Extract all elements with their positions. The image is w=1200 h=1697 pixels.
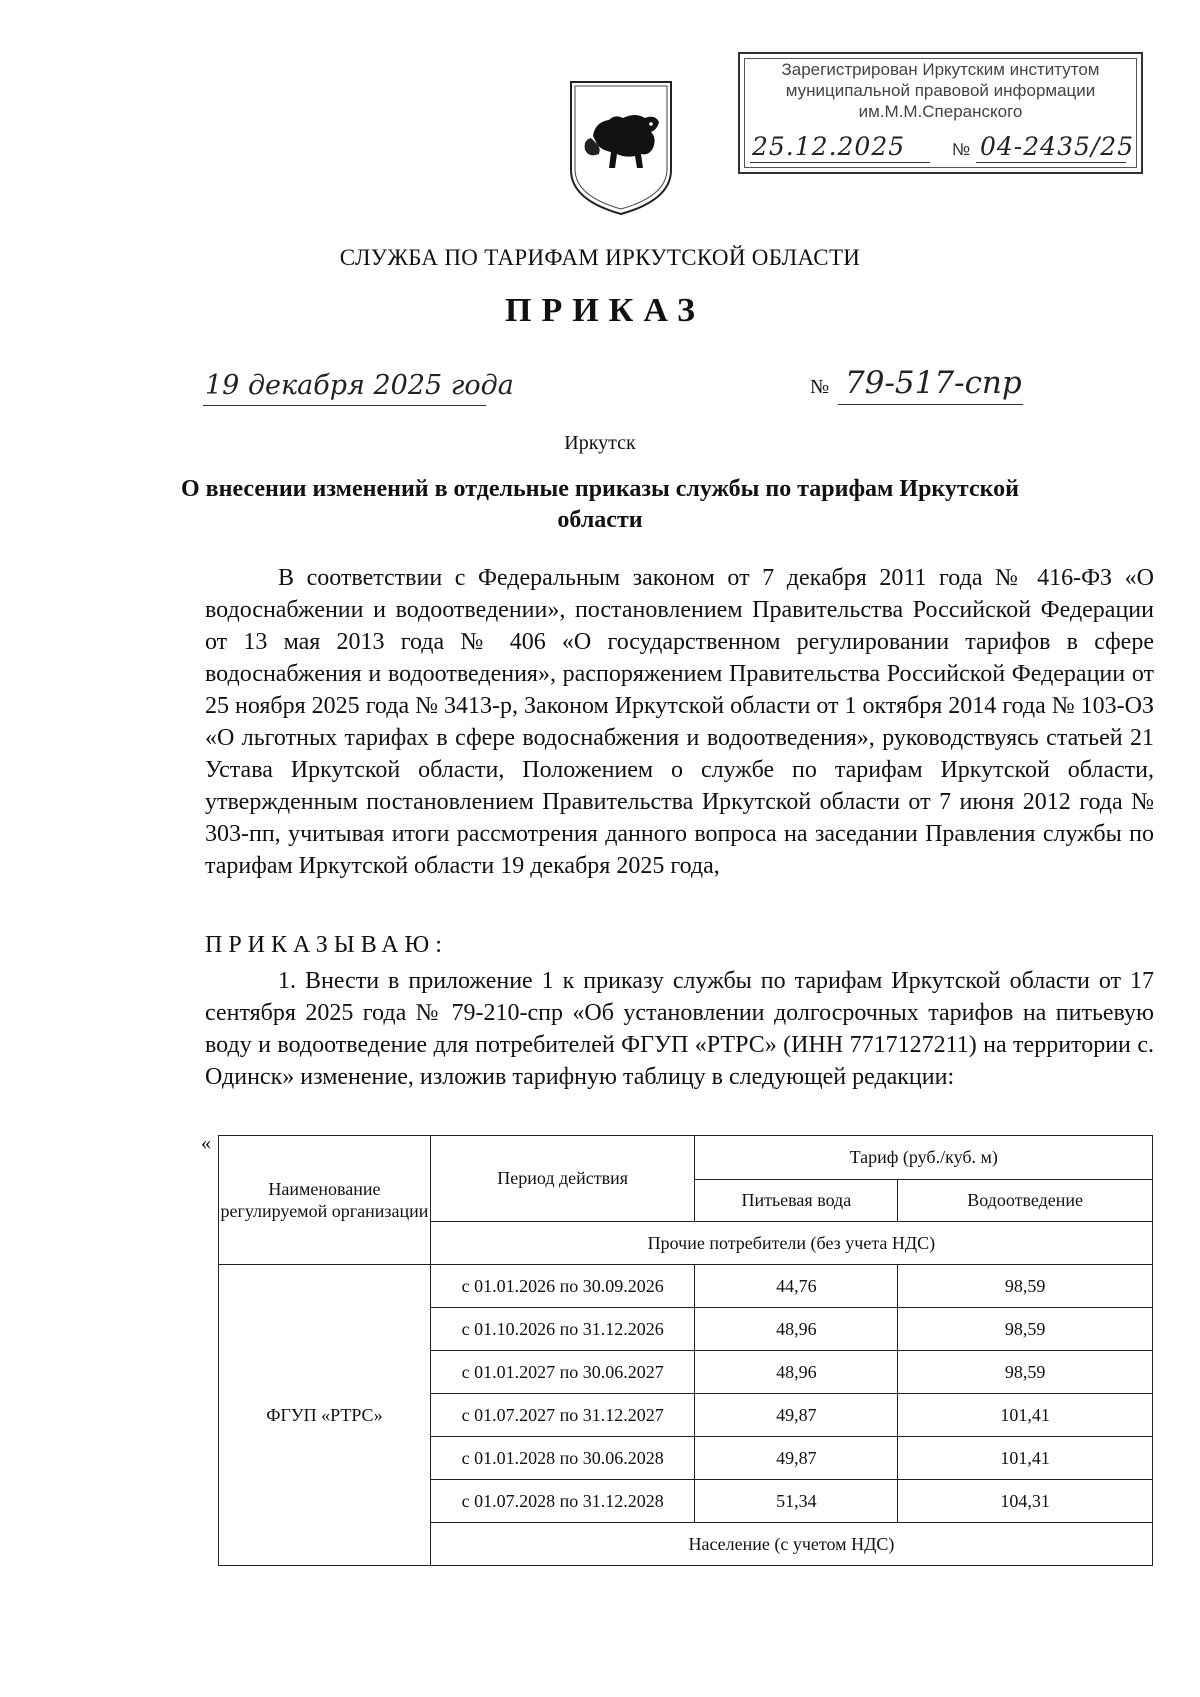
stamp-registration-number: 04-2435/25 — [980, 132, 1135, 161]
water-tariff-cell: 48,96 — [695, 1308, 898, 1351]
water-tariff-cell: 49,87 — [695, 1437, 898, 1480]
sewage-tariff-cell: 101,41 — [898, 1437, 1153, 1480]
stamp-number-underline — [976, 162, 1126, 163]
stamp-date-underline — [750, 162, 930, 163]
sewage-tariff-cell: 98,59 — [898, 1351, 1153, 1394]
water-tariff-cell: 49,87 — [695, 1394, 898, 1437]
document-heading: О внесении изменений в отдельные приказы службы по тарифам Иркутской области — [181, 476, 1019, 533]
stamp-number-sign: № — [952, 140, 971, 159]
sewage-tariff-cell: 101,41 — [898, 1394, 1153, 1437]
stamp-text-line-3: им.М.М.Сперанского — [858, 102, 1023, 121]
org-name-cell: ФГУП «РТРС» — [219, 1265, 431, 1566]
table-row — [219, 1265, 1153, 1308]
period-cell: с 01.01.2027 по 30.06.2027 — [430, 1351, 695, 1394]
document-type-title: ПРИКАЗ — [505, 292, 705, 329]
period-cell: с 01.01.2026 по 30.09.2026 — [430, 1265, 695, 1308]
header-sewage-column: Водоотведение — [898, 1180, 1153, 1222]
section-population: Население (с учетом НДС) — [430, 1523, 1152, 1566]
sewage-tariff-cell: 98,59 — [898, 1308, 1153, 1351]
order-number: 79-517-спр — [845, 365, 1022, 401]
order-number-underline — [838, 404, 1023, 405]
coat-of-arms-emblem — [565, 78, 677, 218]
preamble-paragraph: В соответствии с Федеральным законом от 7 декабря 2011 года № 416-ФЗ «О водоснабжении и водоотведении», постановлением Правительства Российской Федерации от 13 мая 2013 года № 406 «О государственном регулировании тарифов в сфере водоснабжения и водоотведения», распоряжением Правительства Российской Федерации от 25 ноября 2025 года № 3413-р, Законом Иркутской области от 1 октября 2014 года № 103-ОЗ «О льготных тарифах в сфере водоснабжения и водоотведения», руководствуясь статьей 21 Устава Иркутской области, Положением о службе по тарифам Иркутской области, утвержденным постановлением Правительства Иркутской области от 7 июня 2012 года № 303-пп, учитывая итоги рассмотрения данного вопроса на заседании Правления службы по тарифам Иркутской области 19 декабря 2025 года, — [205, 565, 1154, 879]
opening-quote-mark: « — [201, 1132, 211, 1154]
sewage-tariff-cell: 104,31 — [898, 1480, 1153, 1523]
water-tariff-cell: 51,34 — [695, 1480, 898, 1523]
registration-stamp — [738, 52, 1143, 174]
city-name: Иркутск — [564, 432, 636, 454]
header-period-column: Период действия — [430, 1136, 695, 1222]
agency-name: СЛУЖБА ПО ТАРИФАМ ИРКУТСКОЙ ОБЛАСТИ — [339, 245, 861, 270]
header-org-column: Наименование регулируемой организации — [219, 1136, 431, 1265]
stamp-text-line-2: муниципальной правовой информации — [785, 81, 1096, 100]
order-date: 19 декабря 2025 года — [205, 370, 514, 401]
period-cell: с 01.01.2028 по 30.06.2028 — [430, 1437, 695, 1480]
sewage-tariff-cell: 98,59 — [898, 1265, 1153, 1308]
header-water-column: Питьевая вода — [695, 1180, 898, 1222]
water-tariff-cell: 44,76 — [695, 1265, 898, 1308]
stamp-registration-date: 25.12.2025 — [752, 132, 906, 161]
stamp-text-line-1: Зарегистрирован Иркутским институтом — [781, 60, 1100, 79]
period-cell: с 01.07.2027 по 31.12.2027 — [430, 1394, 695, 1437]
item-1-paragraph: 1. Внести в приложение 1 к приказу службы по тарифам Иркутской области от 17 сентября 2025 года № 79-210-спр «Об установлении долгосрочных тарифов на питьевую воду и водоотведение для потребителей ФГУП «РТРС» (ИНН 7717127211) на территории с. Одинск» изменение, изложив тарифную таблицу в следующей редакции: — [205, 968, 1154, 1090]
order-date-underline — [203, 405, 486, 406]
period-cell: с 01.07.2028 по 31.12.2028 — [430, 1480, 695, 1523]
water-tariff-cell: 48,96 — [695, 1351, 898, 1394]
tariff-table — [218, 1135, 1153, 1566]
section-other-consumers: Прочие потребители (без учета НДС) — [430, 1222, 1152, 1265]
order-number-sign: № — [810, 376, 830, 398]
header-tariff-group: Тариф (руб./куб. м) — [695, 1136, 1153, 1180]
period-cell: с 01.10.2026 по 31.12.2026 — [430, 1308, 695, 1351]
table-header-row — [219, 1136, 1153, 1180]
decree-word: ПРИКАЗЫВАЮ: — [205, 932, 448, 958]
